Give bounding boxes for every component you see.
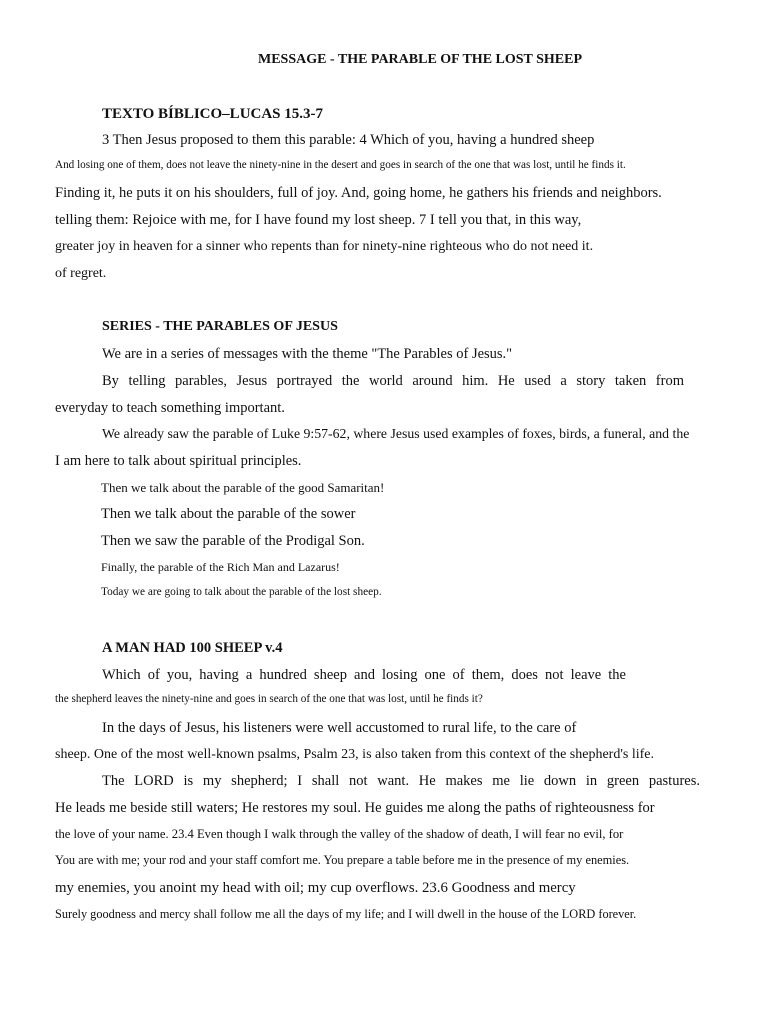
section-heading-series: SERIES - THE PARABLES OF JESUS	[102, 319, 338, 334]
paragraph-line: By telling parables, Jesus portrayed the world around him. He used a story taken from	[102, 373, 684, 389]
scripture-line: 3 Then Jesus proposed to them this parable: 4 Which of you, having a hundred sheep	[102, 132, 595, 148]
paragraph-line: Then we saw the parable of the Prodigal Son.	[101, 533, 365, 549]
section-heading-man-had-100-sheep: A MAN HAD 100 SHEEP v.4	[102, 640, 283, 656]
paragraph-line: I am here to talk about spiritual principles.	[55, 453, 302, 469]
scripture-line: Finding it, he puts it on his shoulders, full of joy. And, going home, he gathers his friends and neighbors.	[55, 185, 662, 201]
paragraph-line: Today we are going to talk about the parable of the lost sheep.	[101, 586, 382, 598]
paragraph-line: You are with me; your rod and your staff comfort me. You prepare a table before me in the presence of my enemies.	[55, 853, 630, 867]
paragraph-line: the love of your name. 23.4 Even though I walk through the valley of the shadow of death, I will fear no evil, for	[55, 827, 624, 841]
scripture-line: greater joy in heaven for a sinner who repents than for ninety-nine righteous who do not need it.	[55, 239, 594, 254]
paragraph-line: the shepherd leaves the ninety-nine and goes in search of the one that was lost, until he finds it?	[55, 693, 483, 705]
paragraph-line: my enemies, you anoint my head with oil; my cup overflows. 23.6 Goodness and mercy	[55, 880, 576, 896]
scripture-line: of regret.	[55, 266, 107, 281]
paragraph-line: Finally, the parable of the Rich Man and Lazarus!	[101, 560, 340, 574]
paragraph-line: Then we talk about the parable of the sower	[101, 506, 356, 522]
page-title: MESSAGE - THE PARABLE OF THE LOST SHEEP	[258, 52, 583, 67]
paragraph-line: In the days of Jesus, his listeners were well accustomed to rural life, to the care of	[102, 720, 577, 736]
paragraph-line: Then we talk about the parable of the good Samaritan!	[101, 480, 385, 495]
scripture-line: telling them: Rejoice with me, for I have found my lost sheep. 7 I tell you that, in this way,	[55, 212, 582, 228]
paragraph-line: sheep. One of the most well-known psalms, Psalm 23, is also taken from this context of the shepherd's life.	[55, 747, 654, 762]
paragraph-line: Surely goodness and mercy shall follow me all the days of my life; and I will dwell in the house of the LORD forever.	[55, 907, 637, 921]
paragraph-line: Which of you, having a hundred sheep and losing one of them, does not leave the	[102, 667, 626, 683]
paragraph-line: We are in a series of messages with the theme "The Parables of Jesus."	[102, 346, 513, 362]
paragraph-line: The LORD is my shepherd; I shall not want. He makes me lie down in green pastures.	[102, 773, 700, 789]
paragraph-line: We already saw the parable of Luke 9:57-62, where Jesus used examples of foxes, birds, a funeral, and the	[102, 426, 690, 441]
paragraph-line: everyday to teach something important.	[55, 400, 285, 416]
paragraph-line: He leads me beside still waters; He restores my soul. He guides me along the paths of righteousness for	[55, 800, 655, 816]
section-heading-biblical-text: TEXTO BÍBLICO–LUCAS 15.3-7	[102, 106, 324, 122]
scripture-line: And losing one of them, does not leave the ninety-nine in the desert and goes in search of the one that was lost, until he finds it.	[55, 159, 626, 171]
